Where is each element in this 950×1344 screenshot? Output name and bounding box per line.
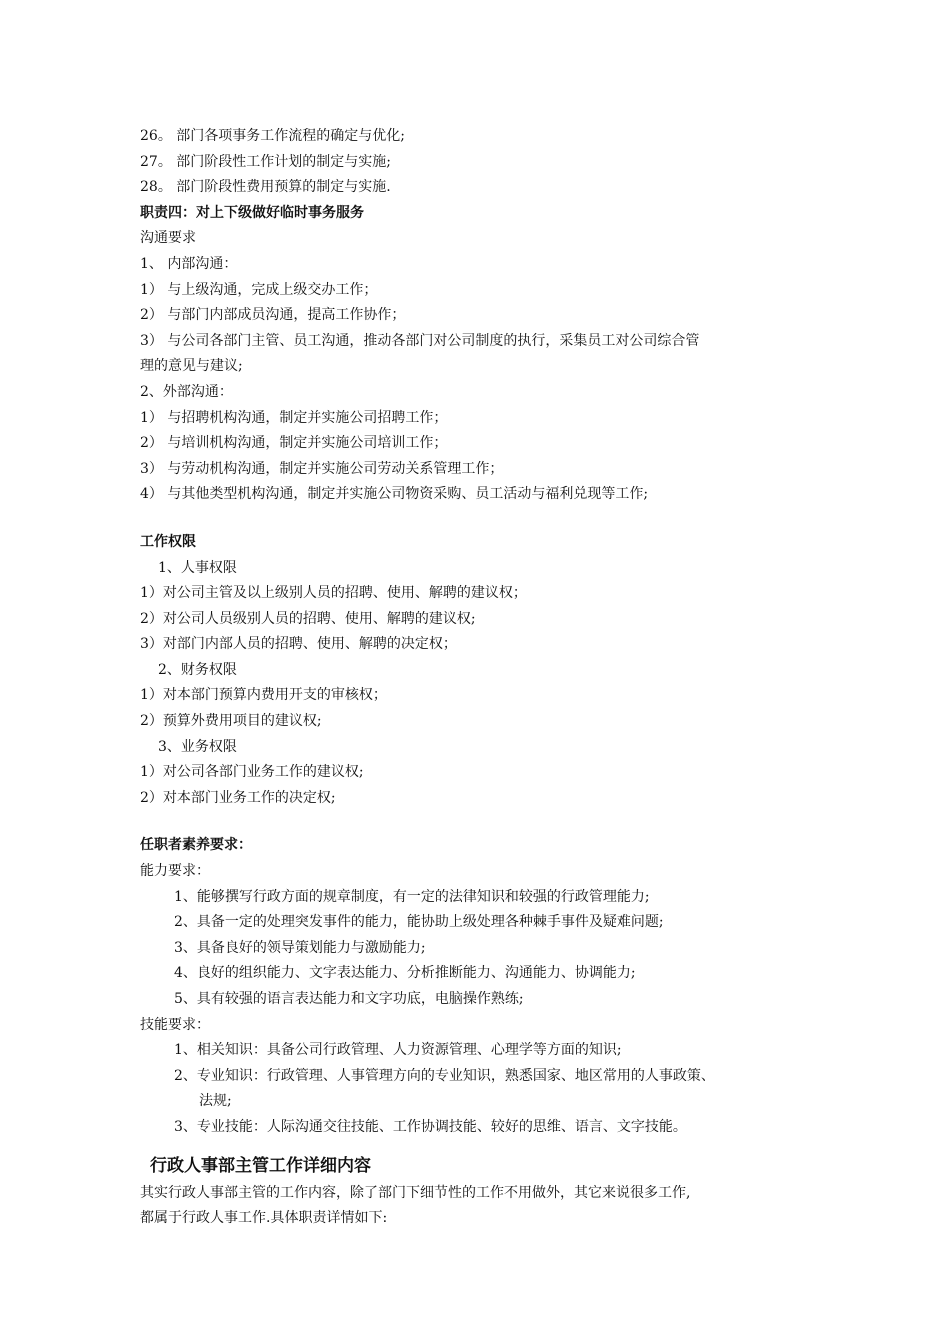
list-item: 2、具备一定的处理突发事件的能力，能协助上级处理各种棘手事件及疑难问题;	[174, 914, 664, 931]
list-item: 5、具有较强的语言表达能力和文字功底，电脑操作熟练;	[174, 991, 524, 1007]
list-item: 2、专业知识：行政管理、人事管理方向的专业知识，熟悉国家、地区常用的人事政策、	[174, 1067, 715, 1084]
list-item: 1） 与上级沟通，完成上级交办工作；	[140, 281, 378, 298]
list-item-continuation: 理的意见与建议;	[140, 358, 243, 375]
list-item: 1）对本部门预算内费用开支的审核权；	[140, 687, 387, 704]
finance-authority-title: 2、财务权限	[158, 661, 237, 678]
list-item: 1）对公司主管及以上级别人员的招聘、使用、解聘的建议权；	[140, 585, 527, 602]
internal-comm-title: 1、 内部沟通：	[140, 255, 238, 272]
list-item: 3）对部门内部人员的招聘、使用、解聘的决定权；	[140, 636, 457, 653]
section-paragraph-line: 都属于行政人事工作.具体职责详情如下:	[140, 1210, 388, 1227]
list-item: 2） 与培训机构沟通，制定并实施公司培训工作；	[140, 435, 448, 452]
list-item: 2）预算外费用项目的建议权;	[140, 713, 322, 730]
ability-title: 能力要求：	[140, 863, 210, 880]
list-item: 1） 与招聘机构沟通，制定并实施公司招聘工作；	[140, 409, 448, 426]
list-item-continuation: 法规;	[199, 1093, 232, 1110]
list-item: 3） 与劳动机构沟通，制定并实施公司劳动关系管理工作；	[140, 460, 504, 477]
section-title: 行政人事部主管工作详细内容	[150, 1155, 371, 1176]
list-item: 4、良好的组织能力、文字表达能力、分析推断能力、沟通能力、协调能力;	[174, 965, 636, 982]
list-item: 3） 与公司各部门主管、员工沟通，推动各部门对公司制度的执行，采集员工对公司综合管	[140, 332, 700, 349]
list-item: 27。 部门阶段性工作计划的制定与实施;	[140, 153, 391, 170]
list-item: 1、能够撰写行政方面的规章制度，有一定的法律知识和较强的行政管理能力;	[174, 888, 650, 905]
list-item: 1、相关知识：具备公司行政管理、人力资源管理、心理学等方面的知识;	[174, 1042, 622, 1059]
authority-heading: 工作权限	[140, 533, 196, 550]
document-body	[140, 124, 830, 1232]
list-item: 28。 部门阶段性费用预算的制定与实施.	[140, 179, 391, 196]
qualifications-heading: 任职者素养要求：	[140, 837, 252, 854]
list-item: 3、专业技能：人际沟通交往技能、工作协调技能、较好的思维、语言、文字技能。	[174, 1118, 687, 1135]
list-item: 3、具备良好的领导策划能力与激励能力;	[174, 939, 426, 956]
comm-title: 沟通要求	[140, 230, 196, 247]
skill-title: 技能要求：	[140, 1016, 210, 1033]
list-item: 2） 与部门内部成员沟通，提高工作协作；	[140, 307, 406, 324]
business-authority-title: 3、业务权限	[158, 738, 237, 755]
external-comm-title: 2、外部沟通：	[140, 383, 233, 400]
list-item: 4） 与其他类型机构沟通，制定并实施公司物资采购、员工活动与福利兑现等工作;	[140, 486, 649, 503]
section-paragraph-line: 其实行政人事部主管的工作内容，除了部门下细节性的工作不用做外，其它来说很多工作,	[140, 1184, 691, 1201]
list-item: 26。 部门各项事务工作流程的确定与优化;	[140, 128, 405, 144]
list-item: 1）对公司各部门业务工作的建议权;	[140, 764, 364, 781]
list-item: 2）对公司人员级别人员的招聘、使用、解聘的建议权;	[140, 610, 476, 627]
duty4-heading: 职责四：对上下级做好临时事务服务	[140, 204, 364, 221]
list-item: 2）对本部门业务工作的决定权;	[140, 789, 336, 806]
hr-authority-title: 1、人事权限	[158, 559, 237, 576]
